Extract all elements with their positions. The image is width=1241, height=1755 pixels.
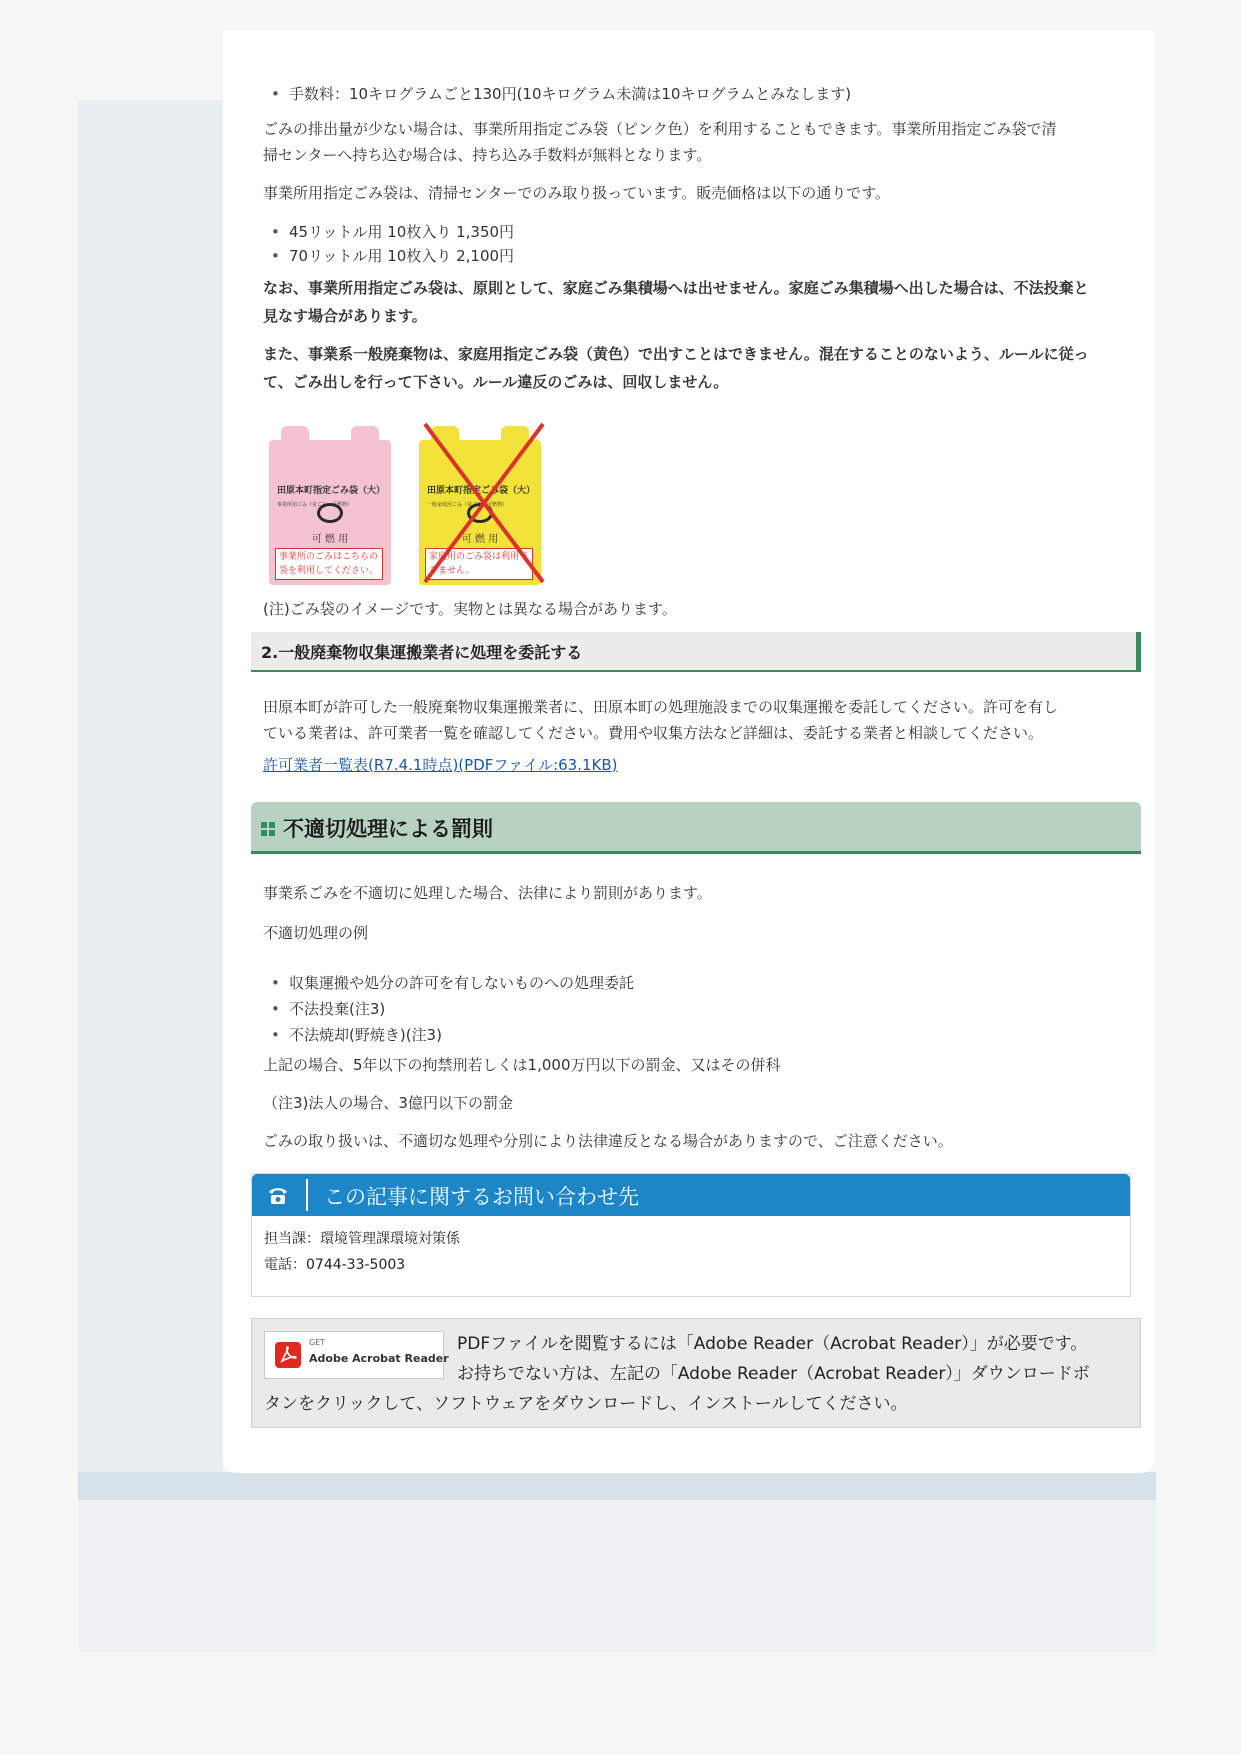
penalty-caution: ごみの取り扱いは、不適切な処理や分別により法律違反となる場合がありますので、ご注意ください。	[263, 1132, 953, 1150]
heading-square-icon	[261, 822, 276, 837]
list-item: • 不法投棄(注3)	[263, 996, 1123, 1022]
yellow-bag-image: 田原本町指定ごみ袋（大） 一般家庭用ごみ（並ごみ・可燃物） 可 燃 用 家庭用のごみ袋は利用できません。	[419, 440, 541, 585]
contact-header: この記事に関するお問い合わせ先	[252, 1174, 1130, 1216]
phone-icon	[266, 1183, 290, 1207]
paragraph-sales: 事業所用指定ごみ袋は、清掃センターでのみ取り扱っています。販売価格は以下の通りです。	[263, 184, 891, 202]
image-note: (注)ごみ袋のイメージです。実物とは異なる場合があります。	[263, 600, 677, 618]
paragraph-small-volume: ごみの排出量が少ない場合は、事業所用指定ごみ袋（ピンク色）を利用することもできます。事業所用指定ごみ袋で清 掃センターへ持ち込む場合は、持ち込み手数料が無料となります。	[263, 120, 1057, 164]
pink-bag-image: 田原本町指定ごみ袋（大） 事業所用ごみ（並ごみ・可燃物） 可 燃 用 事業所のごみはこちらの袋を利用してください。	[269, 440, 391, 585]
adobe-acrobat-icon	[275, 1342, 301, 1368]
list-item: • 45リットル用 10枚入り 1,350円	[263, 220, 1123, 244]
list-item: • 収集運搬や処分の許可を有しないものへの処理委託	[263, 970, 1123, 996]
article-page	[223, 30, 1155, 1473]
adobe-reader-download-button[interactable]: GET Adobe Acrobat Reader	[264, 1331, 444, 1379]
contact-department: 担当課：環境管理課環境対策係	[264, 1231, 460, 1247]
adobe-notice-line2: お持ちでない方は、左記の「Adobe Reader（Acrobat Reader）」ダウンロードボ	[457, 1364, 1090, 1384]
background-left-panel	[78, 100, 223, 1480]
penalty-examples-list	[263, 970, 1123, 1048]
paragraph-rule: また、事業系一般廃棄物は、家庭用指定ごみ袋（黄色）で出すことはできません。混在することのないよう、ルールに従っ て、ごみ出しを行って下さい。ルール違反のごみは、回収しません。	[263, 345, 1089, 391]
contact-body	[264, 1226, 460, 1278]
adobe-notice-line3: タンをクリックして、ソフトウェアをダウンロードし、インストールしてください。	[264, 1394, 908, 1414]
section2-heading: 2.一般廃棄物収集運搬業者に処理を委託する	[251, 632, 1141, 672]
adobe-reader-notice	[251, 1318, 1141, 1428]
license-list-link[interactable]: 許可業者一覧表(R7.4.1時点)(PDFファイル:63.1KB)	[263, 756, 618, 774]
list-item: • 70リットル用 10枚入り 2,100円	[263, 244, 1123, 268]
penalty-note: （注3)法人の場合、3億円以下の罰金	[263, 1094, 513, 1112]
contact-phone: 電話：0744-33-5003	[264, 1257, 406, 1273]
penalty-examples-title: 不適切処理の例	[263, 924, 369, 942]
penalty-paragraph: 事業系ごみを不適切に処理した場合、法律により罰則があります。	[263, 884, 712, 902]
section2-paragraph: 田原本町が許可した一般廃棄物収集運搬業者に、田原本町の処理施設までの収集運搬を委託してください。許可を有し ている業者は、許可業者一覧を確認してください。費用や収集方法など詳細は、委託する業者と相談してください。	[263, 698, 1059, 742]
list-item: • 不法焼却(野焼き)(注3)	[263, 1022, 1123, 1048]
background-bottom-panel	[78, 1472, 1156, 1652]
paragraph-warning-dumping: なお、事業所用指定ごみ袋は、原則として、家庭ごみ集積場へは出せません。家庭ごみ集積場へ出した場合は、不法投棄と 見なす場合があります。	[263, 279, 1089, 325]
adobe-notice-line1: PDFファイルを閲覧するには「Adobe Reader（Acrobat Reader）」が必要です。	[457, 1334, 1088, 1354]
penalty-heading: 不適切処理による罰則	[251, 802, 1141, 854]
list-item: • 手数料：10キログラムごと130円(10キログラム未満は10キログラムとみなします)	[263, 82, 1123, 106]
contact-box	[251, 1173, 1131, 1297]
penalty-text: 上記の場合、5年以下の拘禁刑若しくは1,000万円以下の罰金、又はその併科	[263, 1056, 781, 1074]
